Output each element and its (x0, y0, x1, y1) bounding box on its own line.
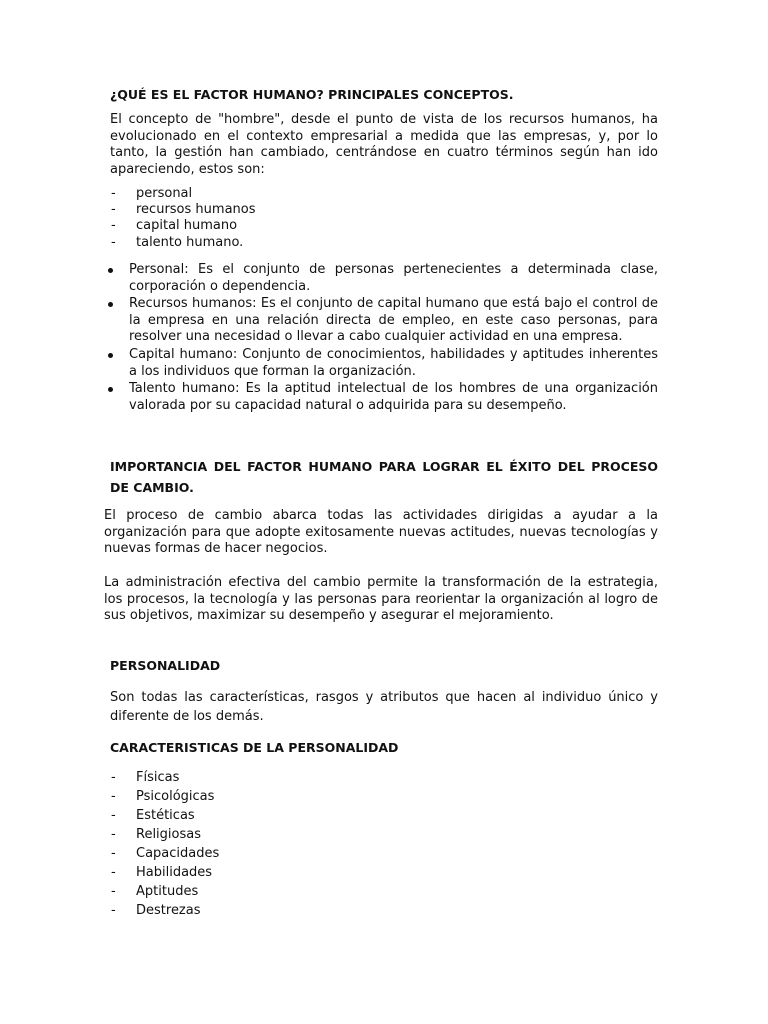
section-title-caracteristicas: CARACTERISTICAS DE LA PERSONALIDAD (110, 740, 399, 755)
list-item: - personal (110, 186, 510, 202)
definition-text: Talento humano: Es la aptitud intelectual de los hombres de una organización valorada por su capacidad natural o adquirida para su desempeño. (129, 381, 658, 413)
list-item: - Capacidades (110, 844, 410, 863)
section-title-factor-humano: ¿QUÉ ES EL FACTOR HUMANO? PRINCIPALES CONCEPTOS. (110, 87, 514, 102)
administracion-paragraph: La administración efectiva del cambio permite la transformación de la estrategia, los procesos, la tecnología y las personas para reorientar la organización al logro de sus objetivos, maximizar su desempeño y asegurar el mejoramiento. (104, 575, 658, 624)
list-item: - Psicológicas (110, 787, 410, 806)
bullet-icon (108, 387, 113, 392)
definitions-list (108, 262, 658, 414)
list-item: - Aptitudes (110, 882, 410, 901)
list-item: - capital humano (110, 218, 510, 234)
characteristics-list (110, 768, 410, 920)
list-item: - Físicas (110, 768, 410, 787)
terms-list (110, 186, 510, 251)
definition-text: Personal: Es el conjunto de personas pertenecientes a determinada clase, corporación o dependencia. (129, 262, 658, 294)
intro-paragraph: El concepto de "hombre", desde el punto de vista de los recursos humanos, ha evolucionado en el contexto empresarial a medida que las empresas, y, por lo tanto, la gestión han cambiado, centrándose en cuatro términos según han ido apareciendo, estos son: (110, 112, 658, 177)
definition-text: Capital humano: Conjunto de conocimientos, habilidades y aptitudes inherentes a los individuos que forman la organización. (129, 346, 658, 379)
list-item (108, 262, 658, 295)
list-item: - Religiosas (110, 825, 410, 844)
list-item (108, 347, 658, 380)
definition-text: Recursos humanos: Es el conjunto de capital humano que está bajo el control de la empresa en una relación directa de empleo, en este caso personas, para resolver una necesidad o llevar a cabo cualquier actividad en una empresa. (129, 296, 658, 345)
bullet-icon (108, 302, 113, 307)
bullet-icon (108, 268, 113, 273)
bullet-icon (108, 353, 113, 358)
list-item: - Estéticas (110, 806, 410, 825)
cambio-paragraph: El proceso de cambio abarca todas las actividades dirigidas a ayudar a la organización para que adopte exitosamente nuevas actitudes, nuevas tecnologías y nuevas formas de hacer negocios. (104, 508, 658, 557)
personalidad-paragraph: Son todas las características, rasgos y atributos que hacen al individuo único y diferente de los demás. (110, 690, 658, 724)
section-title-personalidad: PERSONALIDAD (110, 658, 221, 673)
list-item: - Destrezas (110, 901, 410, 920)
list-item (108, 381, 658, 414)
list-item: - talento humano. (110, 235, 510, 251)
list-item: - recursos humanos (110, 202, 510, 218)
list-item: - Habilidades (110, 863, 410, 882)
section-title-importancia: IMPORTANCIA DEL FACTOR HUMANO PARA LOGRAR EL ÉXITO DEL PROCESO DE CAMBIO. (110, 459, 658, 495)
list-item (108, 296, 658, 346)
